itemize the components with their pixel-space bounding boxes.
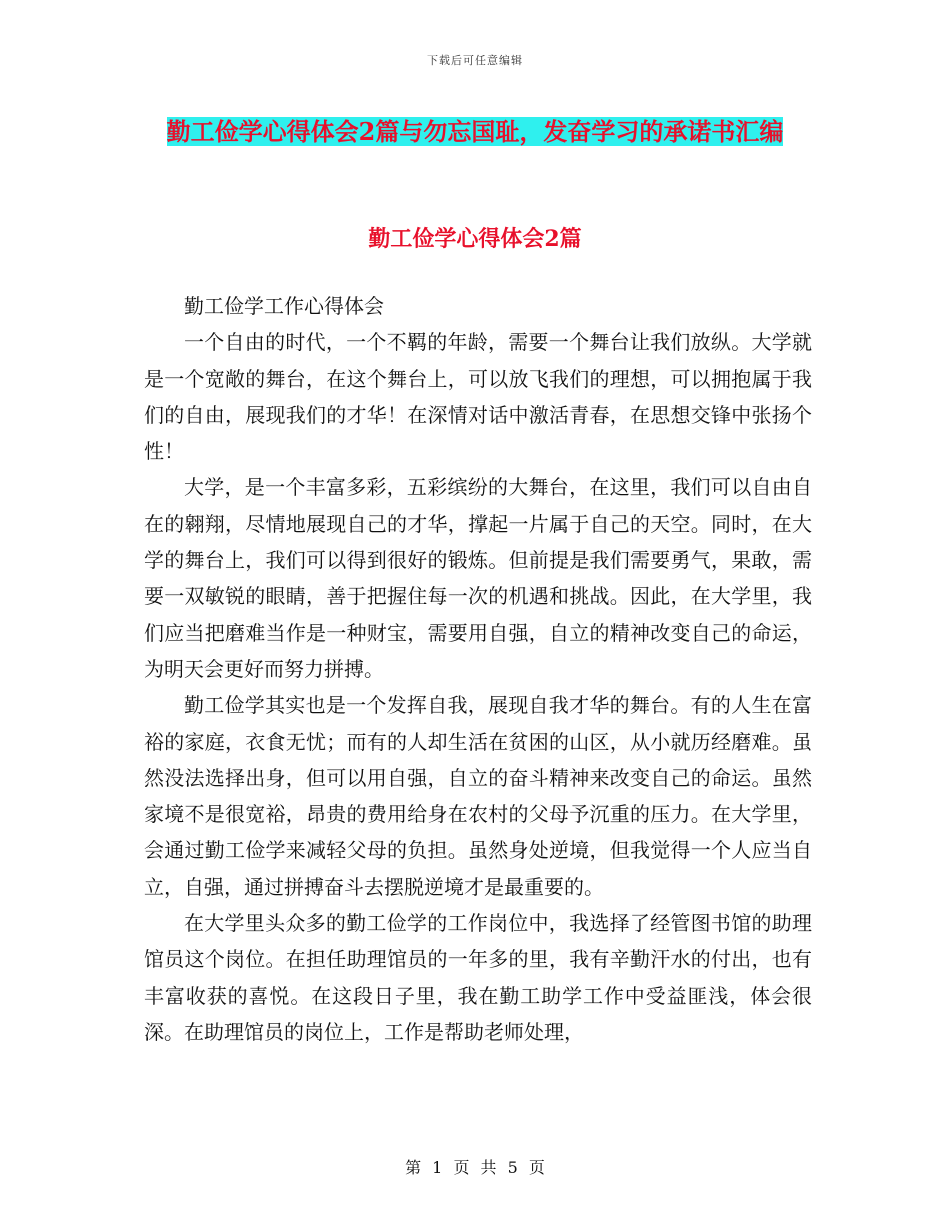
section-title: 勤工俭学心得体会2篇 [368, 226, 582, 252]
paragraph: 勤工俭学其实也是一个发挥自我，展现自我才华的舞台。有的人生在富裕的家庭，衣食无忧；而有的人却生活在贫困的山区，从小就历经磨难。虽然没法选择出身，但可以用自强，自立的奋斗精神来改变自己的命运。虽然家境不是很宽裕，昂贵的费用给身在农村的父母予沉重的压力。在大学里，会通过勤工俭学来减轻父母的负担。虽然身处逆境，但我觉得一个人应当自立，自强，通过拼搏奋斗去摆脱逆境才是最重要的。 [144, 693, 812, 899]
document-body [144, 288, 812, 1050]
paragraph: 大学，是一个丰富多彩，五彩缤纷的大舞台，在这里，我们可以自由自在的翱翔，尽情地展现自己的才华，撑起一片属于自己的天空。同时，在大学的舞台上，我们可以得到很好的锻炼。但前提是我们需要勇气，果敢，需要一双敏锐的眼睛，善于把握住每一次的机遇和挑战。因此，在大学里，我们应当把磨难当作是一种财宝，需要用自强，自立的精神改变自己的命运，为明天会更好而努力拼搏。 [144, 475, 812, 681]
paragraph: 在大学里头众多的勤工俭学的工作岗位中，我选择了经管图书馆的助理馆员这个岗位。在担任助理馆员的一年多的里，我有辛勤汗水的付出，也有丰富收获的喜悦。在这段日子里，我在勤工助学工作中受益匪浅，体会很深。在助理馆员的岗位上，工作是帮助老师处理， [144, 911, 812, 1044]
page-footer: 第 1 页 共 5 页 [405, 1158, 545, 1177]
paragraph: 一个自由的时代，一个不羁的年龄，需要一个舞台让我们放纵。大学就是一个宽敞的舞台，在这个舞台上，可以放飞我们的理想，可以拥抱属于我们的自由，展现我们的才华！在深情对话中激活青春，在思想交锋中张扬个性！ [144, 330, 812, 464]
paragraph-subtitle: 勤工俭学工作心得体会 [184, 294, 384, 318]
document-title-text: 勤工俭学心得体会2篇与勿忘国耻，发奋学习的承诺书汇编 [166, 117, 784, 146]
document-title [140, 110, 810, 154]
header-note: 下载后可任意编辑 [427, 54, 523, 67]
